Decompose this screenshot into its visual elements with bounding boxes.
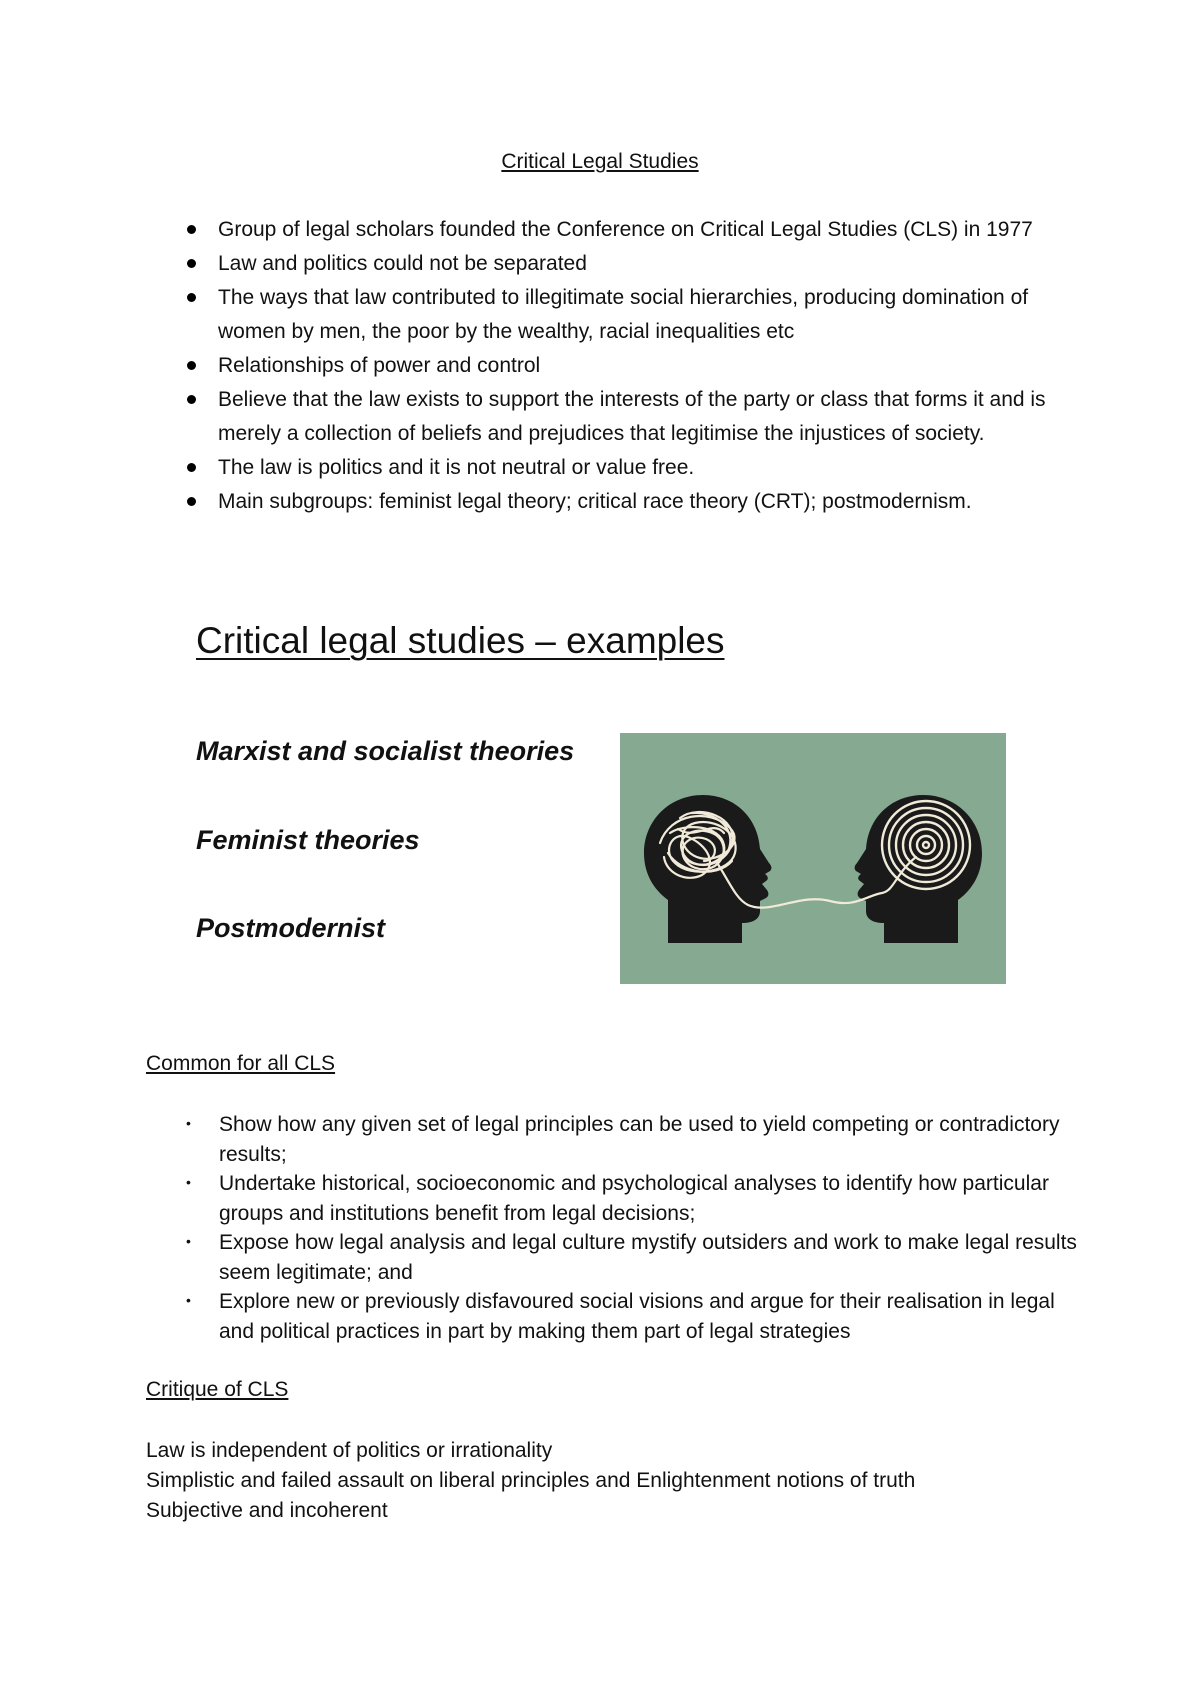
critique-line: Subjective and incoherent [146,1499,388,1522]
common-bullet-list [219,1110,1079,1346]
list-item: • Explore new or previously disfavoured social visions and argue for their realisation in legal and political practices in part by making them part of legal strategies [219,1287,1079,1346]
list-item: • Undertake historical, socioeconomic and psychological analyses to identify how particular groups and institutions benefit from legal decisions; [219,1169,1079,1228]
list-item: • Show how any given set of legal principles can be used to yield competing or contradictory results; [219,1110,1079,1169]
document-title: Critical Legal Studies [501,150,699,173]
common-heading: Common for all CLS [146,1052,336,1075]
list-item: Group of legal scholars founded the Conference on Critical Legal Studies (CLS) in 1977 [218,213,1078,247]
two-heads-illustration [620,733,1006,984]
slide-item-marxist: Marxist and socialist theories [196,736,575,766]
critique-lines [146,1436,1096,1526]
list-item: Law and politics could not be separated [218,247,1078,281]
slide-item-feminist: Feminist theories [196,825,420,855]
slide-title: Critical legal studies – examples [196,620,725,661]
critique-line: Simplistic and failed assault on liberal principles and Enlightenment notions of truth [146,1469,916,1492]
list-item: Relationships of power and control [218,349,1078,383]
slide-item-postmodernist: Postmodernist [196,913,386,943]
critique-line: Law is independent of politics or irrationality [146,1439,553,1462]
list-item: Main subgroups: feminist legal theory; critical race theory (CRT); postmodernism. [218,485,1078,519]
list-item: Believe that the law exists to support the interests of the party or class that forms it and is merely a collection of beliefs and prejudices that legitimise the injustices of society. [218,383,1078,451]
list-item: The ways that law contributed to illegitimate social hierarchies, producing domination of women by men, the poor by the wealthy, racial inequalities etc [218,281,1078,349]
critique-heading: Critique of CLS [146,1378,289,1401]
list-item: • Expose how legal analysis and legal culture mystify outsiders and work to make legal results seem legitimate; and [219,1228,1079,1287]
list-item: The law is politics and it is not neutral or value free. [218,451,1078,485]
intro-bullet-list [218,213,1078,519]
